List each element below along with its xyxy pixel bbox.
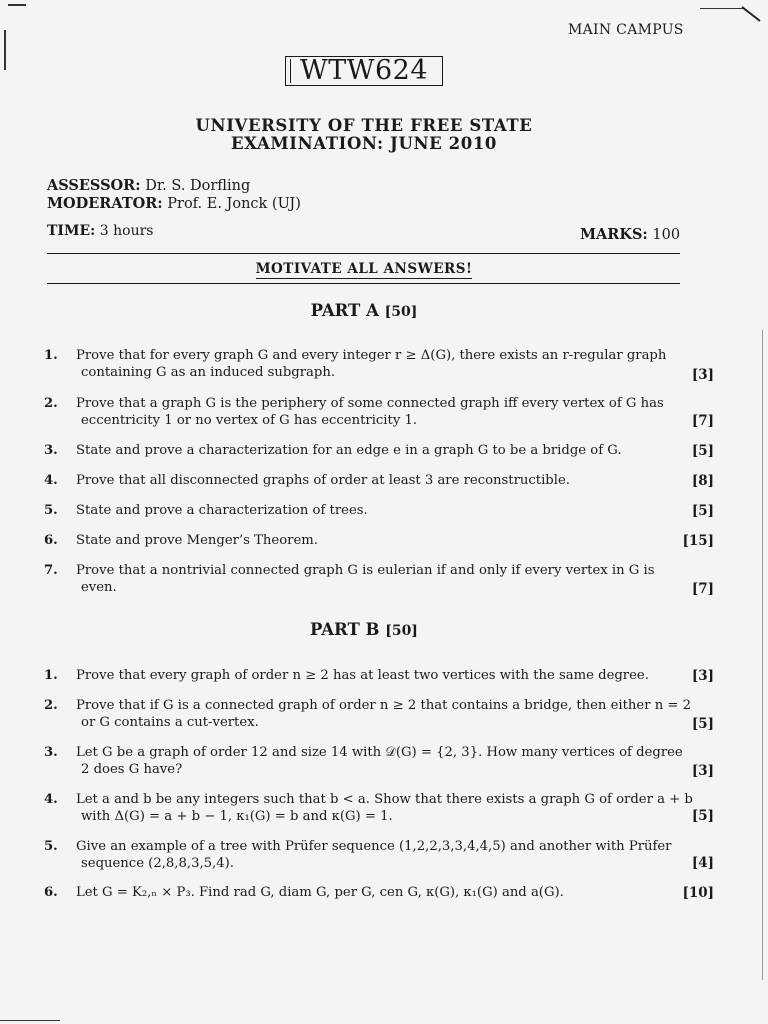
module-code: WTW624	[299, 55, 429, 86]
moderator-label: MODERATOR:	[47, 195, 163, 212]
marks-line	[580, 226, 680, 243]
question-marks: [7]	[691, 413, 714, 429]
question-text: State and prove Menger’s Theorem.	[76, 533, 318, 548]
campus-label: MAIN CAMPUS	[568, 22, 684, 38]
scan-mark-bottom	[0, 1020, 60, 1021]
scan-corner-mark	[740, 4, 764, 24]
question-number: 5.	[44, 503, 58, 518]
question-text: Let G = K₂,ₙ × P₃. Find rad G, diam G, per G, cen G, κ(G), κ₁(G) and a(G).	[76, 885, 564, 900]
question-marks: [15]	[682, 533, 714, 549]
scan-mark-top-left	[8, 4, 26, 6]
question-number: 5.	[44, 839, 58, 854]
question-marks: [3]	[691, 668, 714, 684]
question-text-cont: eccentricity 1 or no vertex of G has eccentricity 1.	[81, 413, 418, 428]
question-number: 6.	[44, 885, 58, 900]
question-text-cont: 2 does G have?	[81, 762, 183, 777]
question-text: Prove that if G is a connected graph of order n ≥ 2 that contains a bridge, then either n = 2	[76, 698, 692, 713]
question-number: 2.	[44, 698, 58, 713]
question-text: Let G be a graph of order 12 and size 14 with 𝒟(G) = {2, 3}. How many vertices of degree	[76, 745, 683, 760]
question-text: Prove that a nontrivial connected graph G is eulerian if and only if every vertex in G is	[76, 563, 655, 578]
question-marks: [8]	[691, 473, 714, 489]
part-b-heading	[0, 620, 728, 639]
question-text: Prove that every graph of order n ≥ 2 has at least two vertices with the same degree.	[76, 668, 649, 683]
time-line	[47, 223, 153, 239]
instruction	[0, 261, 728, 277]
part-a-title: PART A	[310, 301, 379, 320]
question-marks: [5]	[691, 716, 714, 732]
question-text: Give an example of a tree with Prüfer sequence (1,2,2,3,3,4,4,5) and another with Prüfer	[76, 839, 672, 854]
time-value: 3 hours	[99, 223, 154, 239]
university-title: UNIVERSITY OF THE FREE STATE	[195, 116, 533, 135]
question-text-cont: sequence (2,8,8,3,5,4).	[81, 856, 234, 871]
question-marks: [5]	[691, 503, 714, 519]
instruction-text: MOTIVATE ALL ANSWERS!	[255, 261, 473, 277]
question-number: 4.	[44, 473, 58, 488]
scan-mark-top-right	[700, 8, 745, 9]
question-text-cont: even.	[81, 580, 117, 595]
question-text: Prove that a graph G is the periphery of some connected graph iff every vertex of G has	[76, 396, 664, 411]
question-text: State and prove a characterization of trees.	[76, 503, 368, 518]
part-b-marks: [50]	[385, 623, 418, 639]
moderator-value: Prof. E. Jonck (UJ)	[167, 196, 301, 212]
question-text: Let a and b be any integers such that b < a. Show that there exists a graph G of order a + b	[76, 792, 693, 807]
question-number: 2.	[44, 396, 58, 411]
question-number: 1.	[44, 348, 58, 363]
question-number: 3.	[44, 745, 58, 760]
question-marks: [4]	[691, 855, 714, 871]
marks-value: 100	[652, 227, 681, 243]
question-text-cont: containing G as an induced subgraph.	[81, 365, 336, 380]
question-text: Prove that all disconnected graphs of order at least 3 are reconstructible.	[76, 473, 570, 488]
divider-top	[47, 253, 680, 254]
question-text: Prove that for every graph G and every integer r ≥ Δ(G), there exists an r-regular graph	[76, 348, 667, 363]
question-marks: [3]	[691, 367, 714, 383]
assessor-value: Dr. S. Dorfling	[145, 178, 251, 194]
question-number: 3.	[44, 443, 58, 458]
part-a-marks: [50]	[384, 304, 418, 320]
divider-bottom	[47, 283, 680, 284]
marks-label: MARKS:	[580, 226, 648, 243]
question-marks: [10]	[682, 885, 714, 901]
question-number: 6.	[44, 533, 58, 548]
question-text-cont: with Δ(G) = a + b − 1, κ₁(G) = b and κ(G) = 1.	[81, 809, 393, 824]
part-a-heading	[0, 301, 728, 320]
assessor-line	[47, 177, 250, 194]
question-marks: [5]	[691, 808, 714, 824]
question-marks: [3]	[691, 763, 714, 779]
scan-mark-right-edge	[762, 330, 763, 980]
question-marks: [7]	[691, 581, 714, 597]
question-marks: [5]	[691, 443, 714, 459]
examination-title: EXAMINATION: JUNE 2010	[231, 134, 497, 153]
question-number: 7.	[44, 563, 58, 578]
scan-mark-left-1	[4, 30, 6, 70]
assessor-label: ASSESSOR:	[47, 177, 141, 194]
part-b-title: PART B	[310, 620, 380, 639]
question-text-cont: or G contains a cut-vertex.	[81, 715, 259, 730]
question-number: 4.	[44, 792, 58, 807]
question-number: 1.	[44, 668, 58, 683]
moderator-line	[47, 195, 301, 212]
question-text: State and prove a characterization for an edge e in a graph G to be a bridge of G.	[76, 443, 622, 458]
time-label: TIME:	[47, 223, 96, 239]
